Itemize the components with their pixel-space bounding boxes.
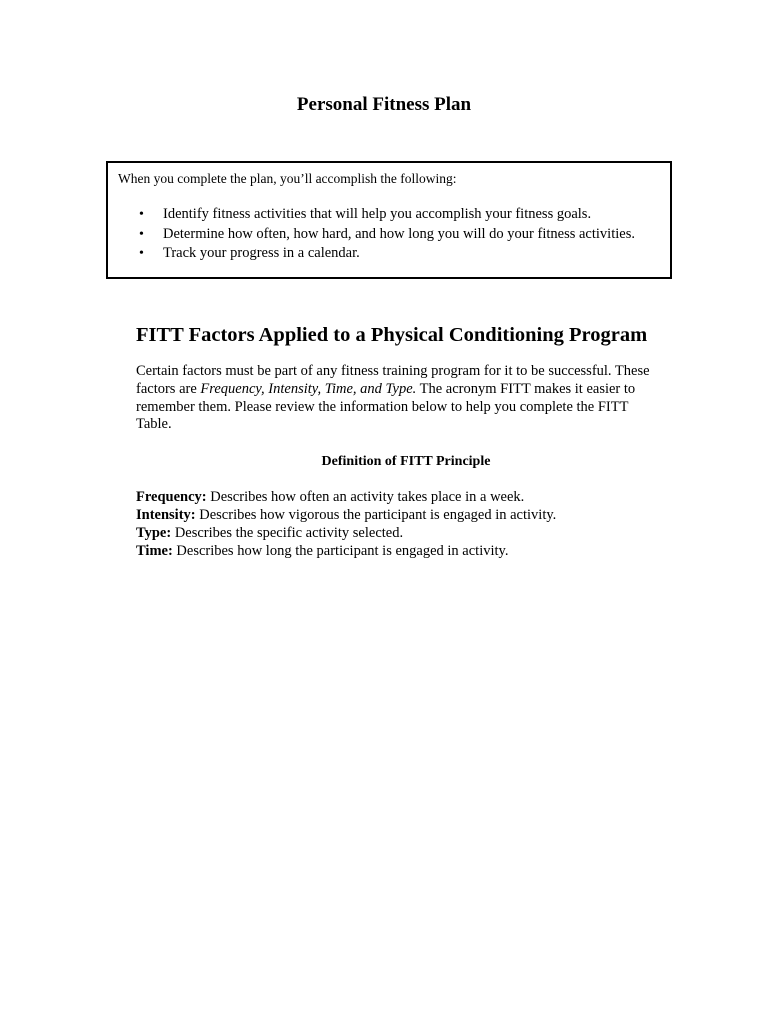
definition-term: Intensity: bbox=[136, 507, 196, 523]
bullet-icon: • bbox=[139, 207, 144, 222]
bullet-icon: • bbox=[139, 226, 144, 242]
definition-list bbox=[136, 488, 556, 560]
paragraph-line: remember them. Please review the information below to help you complete the FITT bbox=[136, 398, 629, 415]
paragraph-line: Certain factors must be part of any fitness training program for it to be successful. These bbox=[136, 363, 650, 379]
definition-text: Describes how vigorous the participant is engaged in activity. bbox=[195, 507, 557, 523]
paragraph-line: Table. bbox=[136, 416, 172, 433]
goals-box bbox=[106, 161, 672, 279]
goal-item bbox=[108, 205, 635, 225]
goal-text: Track your progress in a calendar. bbox=[163, 245, 360, 261]
goals-list bbox=[108, 205, 635, 264]
paragraph-line bbox=[136, 381, 676, 399]
goal-item bbox=[108, 225, 635, 245]
definition-term: Time: bbox=[136, 543, 173, 559]
intro-paragraph bbox=[136, 363, 676, 434]
section-heading: FITT Factors Applied to a Physical Conditioning Program bbox=[136, 324, 648, 346]
goal-text: Identify fitness activities that will help you accomplish your fitness goals. bbox=[163, 206, 592, 222]
goal-item bbox=[108, 244, 635, 264]
definition-text: Describes how often an activity takes place in a week. bbox=[206, 489, 525, 505]
definition-item bbox=[136, 524, 556, 542]
definition-item bbox=[136, 506, 556, 524]
paragraph-text: factors are bbox=[136, 380, 201, 397]
definition-term: Frequency: bbox=[136, 489, 207, 505]
factors-emphasis: Frequency, Intensity, Time, and Type. bbox=[200, 380, 417, 397]
paragraph-text: The acronym FITT makes it easier to bbox=[416, 380, 636, 397]
definition-heading: Definition of FITT Principle bbox=[321, 454, 491, 469]
definition-text: Describes the specific activity selected. bbox=[171, 525, 404, 541]
goals-intro: When you complete the plan, you’ll accomplish the following: bbox=[118, 171, 457, 186]
definition-text: Describes how long the participant is engaged in activity. bbox=[172, 543, 509, 559]
goal-text: Determine how often, how hard, and how long you will do your fitness activities. bbox=[163, 225, 635, 242]
bullet-icon: • bbox=[139, 246, 144, 261]
page-title: Personal Fitness Plan bbox=[296, 94, 472, 115]
definition-item bbox=[136, 542, 556, 560]
definition-term: Type: bbox=[136, 525, 172, 541]
definition-item bbox=[136, 488, 556, 506]
